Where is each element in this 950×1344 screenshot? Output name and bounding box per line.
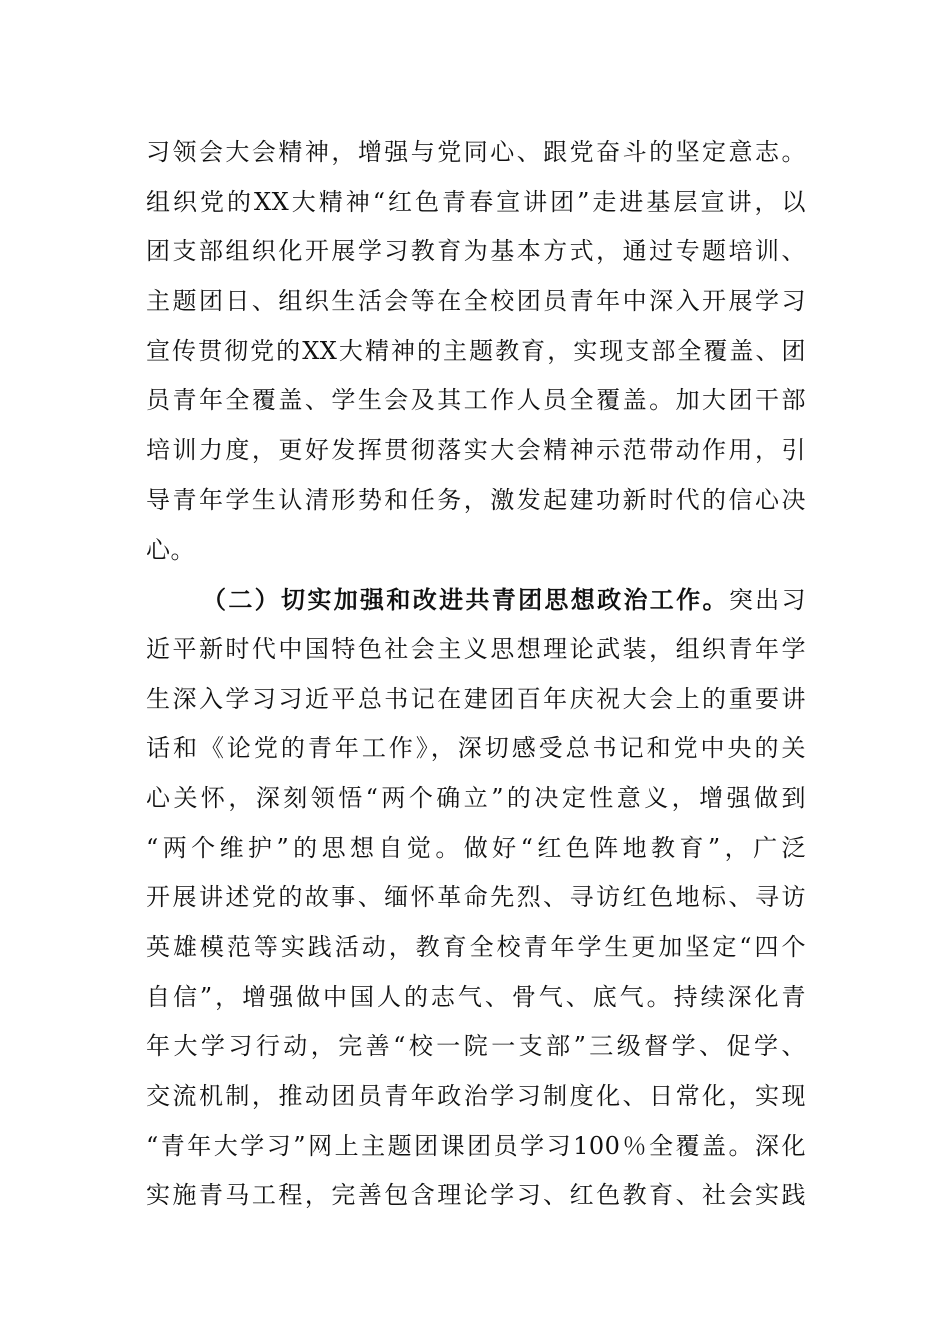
text-line: 心关怀，深刻领悟“两个确立”的决定性意义，增强做到 — [146, 783, 806, 812]
text-line: 年大学习行动，完善“校一院一支部”三级督学、促学、 — [146, 1032, 806, 1061]
text-line: 生深入学习习近平总书记在建团百年庆祝大会上的重要讲 — [146, 684, 806, 713]
text-line: 组织党的XX大精神“红色青春宣讲团”走进基层宣讲，以 — [146, 187, 806, 216]
text-line: 团支部组织化开展学习教育为基本方式，通过专题培训、 — [146, 237, 806, 266]
section-heading-line — [146, 575, 806, 625]
text-line: 员青年全覆盖、学生会及其工作人员全覆盖。加大团干部 — [146, 386, 806, 415]
text-line: 交流机制，推动团员青年政治学习制度化、日常化，实现 — [146, 1082, 806, 1111]
body-text — [146, 128, 806, 1221]
text-line: 宣传贯彻党的XX大精神的主题教育，实现支部全覆盖、团 — [146, 336, 806, 365]
text-line: 英雄模范等实践活动，教育全校青年学生更加坚定“四个 — [146, 933, 806, 961]
text-line: 习领会大会精神，增强与党同心、跟党奋斗的坚定意志。 — [146, 138, 806, 166]
section-heading-continuation: 突出习 — [728, 586, 806, 615]
text-line: 心。 — [146, 535, 195, 564]
text-line: 培训力度，更好发挥贯彻落实大会精神示范带动作用，引 — [146, 436, 806, 465]
text-line: 主题团日、组织生活会等在全校团员青年中深入开展学习 — [146, 287, 806, 316]
section-heading: （二）切实加强和改进共青团思想政治工作。 — [202, 585, 729, 615]
text-line: 开展讲述党的故事、缅怀革命先烈、寻访红色地标、寻访 — [146, 883, 806, 912]
text-line: 导青年学生认清形势和任务，激发起建功新时代的信心决 — [146, 485, 806, 514]
text-line: “青年大学习”网上主题团课团员学习100％全覆盖。深化 — [146, 1131, 806, 1160]
text-line: 实施青马工程，完善包含理论学习、红色教育、社会实践 — [146, 1181, 806, 1210]
text-line: 自信”，增强做中国人的志气、骨气、底气。持续深化青 — [146, 982, 806, 1011]
text-line: 话和《论党的青年工作》，深切感受总书记和党中央的关 — [146, 734, 806, 763]
text-line: “两个维护”的思想自觉。做好“红色阵地教育”，广泛 — [146, 833, 806, 862]
text-line: 近平新时代中国特色社会主义思想理论武装，组织青年学 — [146, 634, 806, 663]
